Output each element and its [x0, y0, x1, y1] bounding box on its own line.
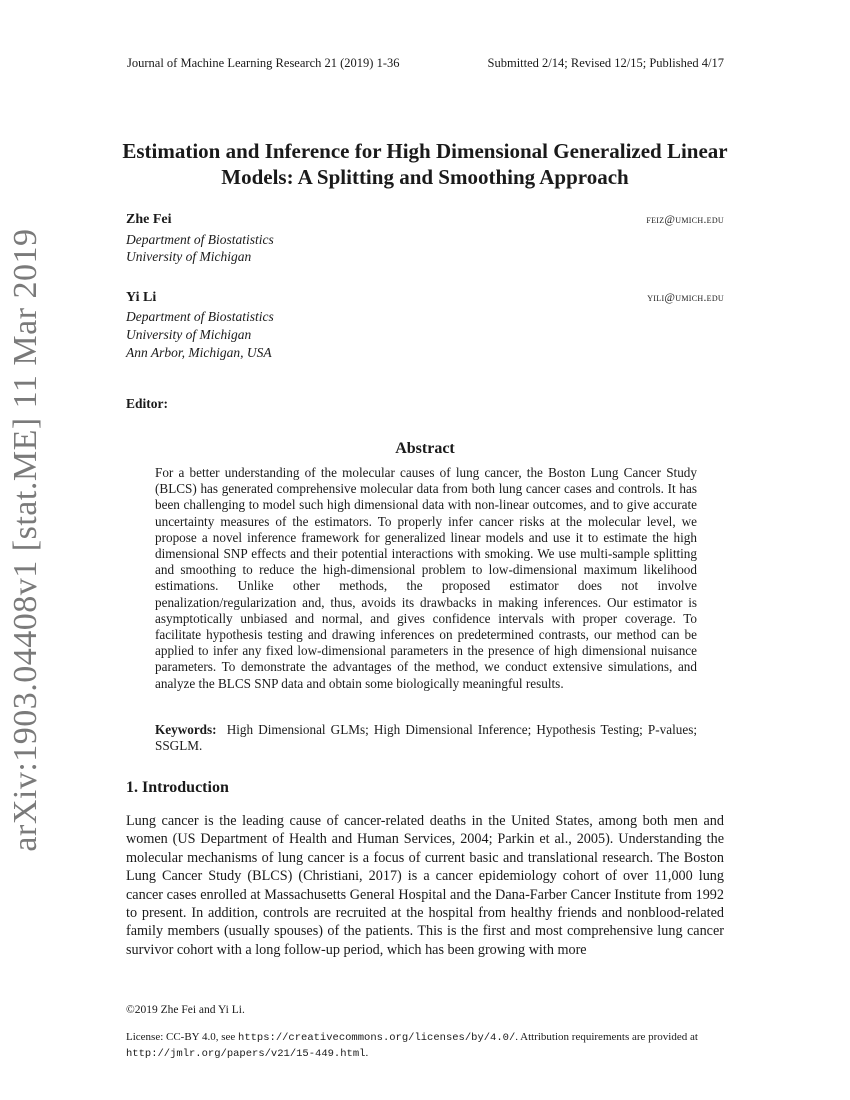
author-affiliation-1-dept: Department of Biostatistics: [126, 232, 274, 247]
author-affiliation-2-dept: Department of Biostatistics: [126, 309, 274, 324]
author-name-2: Yi Li: [126, 290, 157, 305]
introduction-paragraph: Lung cancer is the leading cause of cancer-related deaths in the United States, among both men and women (US Department of Health and Human Services, 2004; Parkin et al., 2005). Understanding the molecular mechanisms of lung cancer is a focus of current basic and translational research. The Boston Lung Cancer Study (BLCS) (Christiani, 2017) is a cancer epidemiology cohort of over 11,000 lung cancer cases enrolled at Massachusetts General Hospital and the Dana-Farber Cancer Institute from 1992 to present. In addition, controls are recruited at the hospital from healthy friends and nonblood-related family members (usually spouses) of the patients. This is the first and most comprehensive lung cancer survivor cohort with a long follow-up period, which has been growing with more: [126, 813, 724, 958]
license-url-link[interactable]: https://creativecommons.org/licenses/by/4.0/: [238, 1032, 516, 1044]
arxiv-stamp: arXiv:1903.04408v1 [stat.ME] 11 Mar 2019: [7, 228, 44, 852]
license-notice: [126, 1030, 726, 1061]
keywords-list: High Dimensional GLMs; High Dimensional Inference; Hypothesis Testing; P-values; SSGLM.: [155, 722, 698, 754]
author-email-1[interactable]: feiz@umich.edu: [646, 214, 724, 226]
paper-title: Estimation and Inference for High Dimensional Generalized Linear Models: A Splitting and Smoothing Approach: [122, 139, 728, 189]
abstract-heading: Abstract: [395, 440, 455, 457]
editor-label: Editor:: [126, 396, 168, 411]
abstract-text: For a better understanding of the molecular causes of lung cancer, the Boston Lung Cancer Study (BLCS) has generated comprehensive molecular data from both lung cancer cases and controls. It has been challenging to model such high dimensional data with non-linear outcomes, and to give accurate uncertainty measures of the estimators. To properly infer cancer risks at the molecular level, we propose a novel inference framework for generalized linear models and use it to estimate the high dimensional SNP effects and their potential interactions with smoking. We use multi-sample splitting and smoothing to reduce the high-dimensional problem to low-dimensional maximum likelihood estimations. Unlike other methods, the proposed estimator does not involve penalization/regularization and, thus, avoids its drawbacks in making inferences. Our estimator is asymptotically unbiased and normal, and gives confidence intervals with proper coverage. To facilitate hypothesis testing and drawing inferences on predetermined contrasts, our method can be applied to infer any fixed low-dimensional parameters in the presence of high dimensional nuisance parameters. To demonstrate the advantages of the method, we conduct extensive simulations, and analyze the BLCS SNP data and obtain some biologically meaningful results.: [155, 465, 697, 691]
author-affiliation-2-univ: University of Michigan: [126, 327, 252, 342]
license-end: .: [365, 1046, 369, 1059]
copyright-notice: ©2019 Zhe Fei and Yi Li.: [126, 1004, 245, 1016]
author-name-1: Zhe Fei: [126, 212, 172, 227]
license-mid: . Attribution requirements are provided at: [515, 1031, 698, 1043]
section-heading-introduction: 1. Introduction: [126, 779, 229, 796]
author-affiliation-2-city: Ann Arbor, Michigan, USA: [126, 345, 272, 360]
keywords-label: Keywords:: [155, 722, 217, 737]
license-prefix: License: CC-BY 4.0, see: [126, 1031, 239, 1043]
submission-dates: Submitted 2/14; Revised 12/15; Published 4/17: [487, 56, 724, 70]
journal-citation: Journal of Machine Learning Research 21 (2019) 1-36: [127, 56, 400, 70]
author-affiliation-1-univ: University of Michigan: [126, 249, 252, 264]
author-email-2[interactable]: yili@umich.edu: [647, 292, 724, 304]
paper-url-link[interactable]: http://jmlr.org/papers/v21/15-449.html: [126, 1047, 366, 1060]
keywords: [155, 722, 697, 754]
